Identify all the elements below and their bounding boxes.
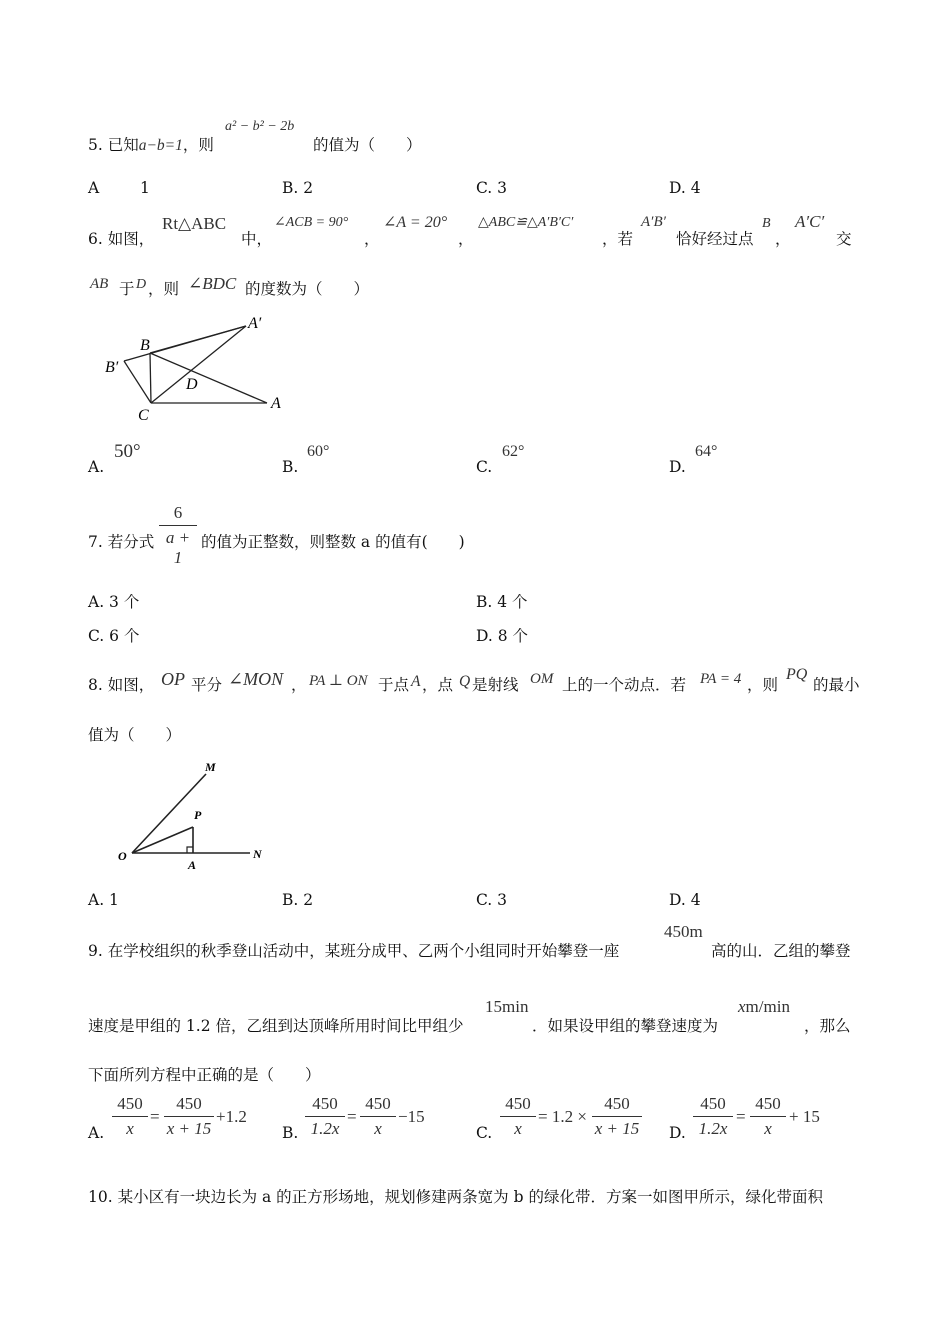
q6-label-d: D <box>186 376 198 393</box>
q5-option-d: D. 4 <box>669 179 701 197</box>
q9-option-d-letter: D. <box>669 1124 686 1142</box>
q7-option-d: D. 8 个 <box>476 627 529 645</box>
q9-a-equals: = <box>150 1107 160 1126</box>
q5-option-a-value: 1 <box>140 179 150 197</box>
q8-point-a: A <box>411 673 421 690</box>
q8-text-dian: ，点 <box>422 676 454 694</box>
q8-option-d: D. 4 <box>669 891 701 909</box>
q8-perpendicular: PA ⊥ ON <box>309 673 368 689</box>
q9-a-tail: +1.2 <box>216 1107 247 1126</box>
q9-c-fraction-left <box>500 1094 536 1139</box>
q9-d-tail: + 15 <box>789 1107 820 1126</box>
q6-label-aprime: A′ <box>248 315 262 332</box>
q9-speed <box>738 997 790 1017</box>
q9-line3: 下面所列方程中正确的是（ ） <box>88 1066 321 1084</box>
q8-segment-pq: PQ <box>786 666 808 683</box>
q9-option-a-letter: A. <box>88 1124 105 1142</box>
q5-option-b: B. 2 <box>282 179 314 197</box>
q6-label-c: C <box>138 407 149 424</box>
q8-angle-mon: ∠MON <box>228 669 284 689</box>
q6-text-in: 中， <box>241 230 273 248</box>
q8-point-q: Q <box>459 673 471 690</box>
q9-b-den2: x <box>360 1116 396 1139</box>
q8-label-m: M <box>205 760 216 774</box>
q6-option-d-value: 64° <box>695 443 718 460</box>
q9-c-den2: x + 15 <box>592 1116 642 1139</box>
q8-pa-value: PA = 4 <box>700 671 742 687</box>
q6-number: 6. 如图， <box>88 230 155 248</box>
q9-d-den1: 1.2x <box>693 1116 733 1139</box>
q8-comma: ， <box>291 676 307 694</box>
q9-line2: 速度是甲组的 1.2 倍，乙组到达顶峰所用时间比甲组少 <box>88 1017 464 1035</box>
q6-line-c-aprime <box>151 326 246 403</box>
q6-option-c-letter: C. <box>476 458 493 476</box>
q6-label-a: A <box>271 395 281 412</box>
q8-label-a: A <box>188 858 197 872</box>
q9-d-fraction-right <box>750 1094 786 1139</box>
q6-point-b: B <box>762 216 771 231</box>
q8-option-b: B. 2 <box>282 891 314 909</box>
q7-fraction <box>159 503 197 568</box>
q6-option-d-letter: D. <box>669 458 686 476</box>
q8-text-yu: 于点 <box>378 676 410 694</box>
q8-option-c: C. 3 <box>476 891 508 909</box>
q6-label-bprime: B′ <box>105 359 119 376</box>
q8-angle-figure <box>110 755 280 875</box>
q10-stem: 10. 某小区有一块边长为 a 的正方形场地，规划修建两条宽为 b 的绿化带．方案一如图甲所示，绿化带面积 <box>88 1188 823 1206</box>
q9-option-b-letter: B. <box>282 1124 299 1142</box>
q5-stem: 5. 已知a−b=1，则 <box>88 136 214 154</box>
q6-angle-bdc: ∠BDC <box>188 274 237 293</box>
q9-b-equals: = <box>347 1107 357 1126</box>
q5-expression: a² − b² − 2b <box>225 119 295 134</box>
q6-point-d: D <box>136 277 147 292</box>
q6-line-b-c <box>150 353 151 403</box>
q8-text-move: 上的一个动点．若 <box>562 676 687 694</box>
q6-text-ruo: ，若 <box>602 230 634 248</box>
q9-line1: 9. 在学校组织的秋季登山活动中，某班分成甲、乙两个小组同时开始攀登一座 <box>88 942 620 960</box>
q5-option-a-letter: A <box>88 179 100 197</box>
q6-segment-ab: AB <box>90 276 109 292</box>
q9-a-num2: 450 <box>176 1094 202 1113</box>
q6-label-b: B <box>140 337 150 354</box>
q9-a-fraction-right <box>164 1094 214 1139</box>
q9-d-den2: x <box>750 1116 786 1139</box>
q9-height: 450m <box>664 922 703 941</box>
q9-c-equals: = 1.2 × <box>538 1107 587 1126</box>
q6-line-b-a <box>150 353 267 403</box>
q9-a-den2: x + 15 <box>164 1116 214 1139</box>
q8-text-ray: 是射线 <box>472 676 519 694</box>
q6-comma-3: ， <box>775 230 791 248</box>
q6-ask: 的度数为（ ） <box>245 280 370 298</box>
q6-comma-2: ， <box>458 230 474 248</box>
q9-c-fraction-right <box>592 1094 642 1139</box>
q9-b-num2: 450 <box>365 1094 391 1113</box>
q6-text-through: 恰好经过点 <box>676 230 754 248</box>
q9-d-fraction-left <box>693 1094 733 1139</box>
q9-b-fraction-right <box>360 1094 396 1139</box>
q9-option-c-letter: C. <box>476 1124 493 1142</box>
q8-label-p: P <box>194 808 202 822</box>
q6-rt-triangle: Rt△ABC <box>162 214 227 233</box>
q8-line2: 值为（ ） <box>88 726 182 744</box>
q7-numerator: 6 <box>173 503 183 522</box>
q6-comma-1: ， <box>364 230 380 248</box>
q6-option-b-value: 60° <box>307 443 330 460</box>
q6-text-ze: ，则 <box>148 280 180 298</box>
q9-d-num1: 450 <box>700 1094 726 1113</box>
q6-angle-a: ∠A = 20° <box>383 214 448 231</box>
q6-option-b-letter: B. <box>282 458 299 476</box>
q7-option-c: C. 6 个 <box>88 627 140 645</box>
q8-ray-op: OP <box>161 669 185 689</box>
q9-c-num1: 450 <box>505 1094 531 1113</box>
q9-b-den1: 1.2x <box>305 1116 345 1139</box>
q8-label-n: N <box>253 847 262 861</box>
q6-segment-apbp: A′B′ <box>641 214 666 230</box>
q6-text-jiao: 交 <box>836 230 852 248</box>
q9-speed-variable: x <box>738 997 746 1016</box>
q8-ray-om: OM <box>530 671 554 687</box>
q9-b-num1: 450 <box>312 1094 338 1113</box>
q9-a-num1: 450 <box>117 1094 143 1113</box>
q5-option-c: C. 3 <box>476 179 508 197</box>
q9-b-fraction-left <box>305 1094 345 1139</box>
q6-angle-acb: ∠ACB = 90° <box>274 215 349 230</box>
q9-a-den1: x <box>112 1116 148 1139</box>
q6-line-bprime-c <box>124 361 151 403</box>
q8-right-angle-mark <box>187 847 193 853</box>
q7-ask: 的值为正整数，则整数 a 的值有( ) <box>201 533 465 551</box>
q9-line1-end: 高的山．乙组的攀登 <box>711 942 851 960</box>
q9-c-den1: x <box>500 1116 536 1139</box>
q9-line2-end: ，那么 <box>804 1017 851 1035</box>
q9-line2-mid: ．如果设甲组的攀登速度为 <box>532 1017 719 1035</box>
q9-d-equals: = <box>736 1107 746 1126</box>
q8-label-o: O <box>118 849 127 863</box>
q9-d-num2: 450 <box>755 1094 781 1113</box>
q8-text-bisect: 平分 <box>191 676 223 694</box>
q6-triangle-figure <box>100 310 300 425</box>
q9-a-fraction-left <box>112 1094 148 1139</box>
q7-option-a: A. 3 个 <box>88 593 140 611</box>
q7-option-b: B. 4 个 <box>476 593 528 611</box>
q8-option-a: A. 1 <box>88 891 119 909</box>
q8-text-ze: ，则 <box>747 676 779 694</box>
q9-speed-unit: m/min <box>745 997 790 1016</box>
q6-text-yu: 于 <box>119 280 135 298</box>
q8-line-op <box>132 827 193 853</box>
q6-segment-apcp: A′C′ <box>795 212 825 231</box>
q6-option-a-letter: A. <box>88 458 105 476</box>
q7-stem: 7. 若分式 <box>88 533 155 551</box>
q9-b-tail: −15 <box>398 1107 425 1126</box>
q9-c-num2: 450 <box>604 1094 630 1113</box>
q6-option-a-value: 50° <box>114 441 141 462</box>
q9-time: 15min <box>485 997 529 1016</box>
q8-number: 8. 如图， <box>88 676 155 694</box>
q8-text-min: 的最小 <box>813 676 860 694</box>
q5-ask: 的值为（ ） <box>313 136 422 154</box>
q6-congruence: △ABC≌△A′B′C′ <box>478 215 574 230</box>
q7-denominator: a + 1 <box>159 525 197 568</box>
q6-option-c-value: 62° <box>502 443 525 460</box>
